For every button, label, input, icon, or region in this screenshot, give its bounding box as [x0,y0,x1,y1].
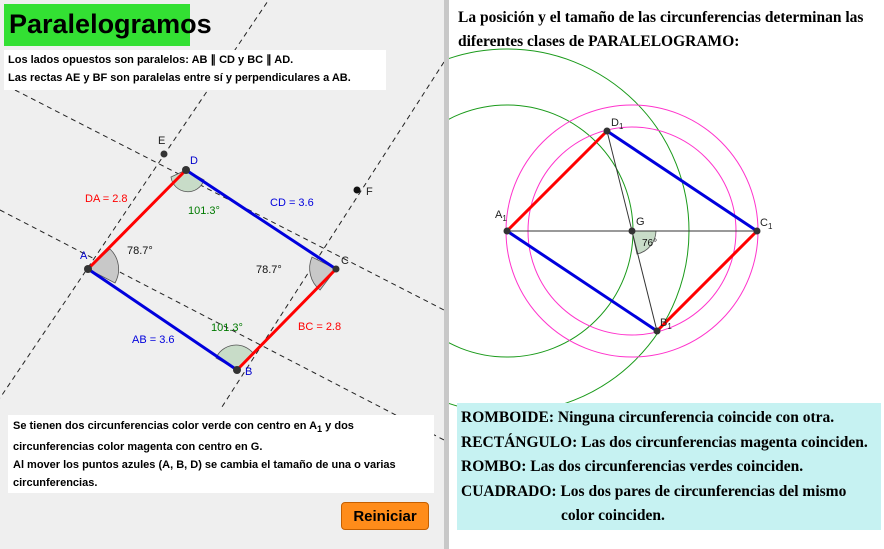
point-C [333,266,340,273]
label-D1: $D_1$ [611,117,624,131]
label-C1: $C_1$ [760,217,773,231]
side-CD [186,170,336,269]
angle-A-value: 78.7° [127,245,153,257]
angle-D-value: 101.3° [188,205,220,217]
page-title: Paralelogramos [4,4,190,46]
classification-box [457,403,881,530]
side-D1C1 [607,131,757,231]
intro-line1: La posición y el tamaño de las circunferencias determinan las [458,9,864,26]
length-CD: CD = 3.6 [270,197,314,209]
point-G [629,228,636,235]
side-B1C1 [657,231,757,331]
label-E: E [158,135,166,147]
angle-G-value: 76° [642,238,658,249]
label-C: C [341,255,349,267]
note2-line4: circunferencias. [13,477,98,490]
label-A1: $A_1$ [495,209,507,223]
point-A1 [504,228,511,235]
label-D: D [190,155,198,167]
right-panel [449,0,884,549]
item-romboide: ROMBOIDE: Ninguna circunferencia coincide con otra. [461,409,835,426]
item-rombo: ROMBO: Las dos circunferencias verdes coinciden. [461,458,804,475]
label-F: F [366,186,373,198]
note2-line1-post: y dos [322,420,354,432]
angle-C-value: 78.7° [256,264,282,276]
label-G: G [636,216,645,228]
point-B[interactable] [233,366,241,374]
side-A1D1 [507,131,607,231]
note2-line1 [13,417,429,438]
point-E [161,151,168,158]
note2-line1-text: Se tienen dos circunferencias color verde con centro en A [13,420,318,432]
length-DA: DA = 2.8 [85,193,128,205]
point-D1 [604,128,611,135]
side-BC [237,269,336,370]
label-B1: $B_1$ [660,317,672,331]
length-AB: AB = 3.6 [132,334,175,346]
parallel-sides-note [4,50,386,90]
line-BF [220,62,444,410]
item-cuadrado-line1: CUADRADO: Los dos pares de circunferencias del mismo [461,482,847,500]
intro-text [458,6,882,54]
item-cuadrado-line2: color coinciden. [561,507,665,524]
intro-line2: diferentes clases de PARALELOGRAMO: [458,33,740,50]
side-A1B1 [507,231,657,331]
note2-line1-sub: 1 [317,424,323,435]
point-D[interactable] [182,166,190,174]
length-BC: BC = 2.8 [298,321,342,333]
label-A: A [80,250,88,262]
point-A[interactable] [84,265,92,273]
note2-line2: circunferencias color magenta con centro en G. [13,441,263,454]
angle-B-value: 101.3° [211,322,243,334]
reset-button[interactable]: Reiniciar [341,502,429,530]
side-AB [88,269,237,370]
note1-line1: Los lados opuestos son paralelos: AB ∥ CD y BC ∥ AD. [8,54,294,66]
note1-line2: Las rectas AE y BF son paralelas entre sí y perpendiculares a AB. [8,72,351,84]
point-F [354,187,361,194]
label-B: B [245,366,253,378]
note2-line3: Al mover los puntos azules (A, B, D) se cambia el tamaño de una o varias [13,459,396,472]
circles-explanation-note [8,415,434,493]
item-rectangulo: RECTÁNGULO: Las dos circunferencias magenta coinciden. [461,433,868,451]
